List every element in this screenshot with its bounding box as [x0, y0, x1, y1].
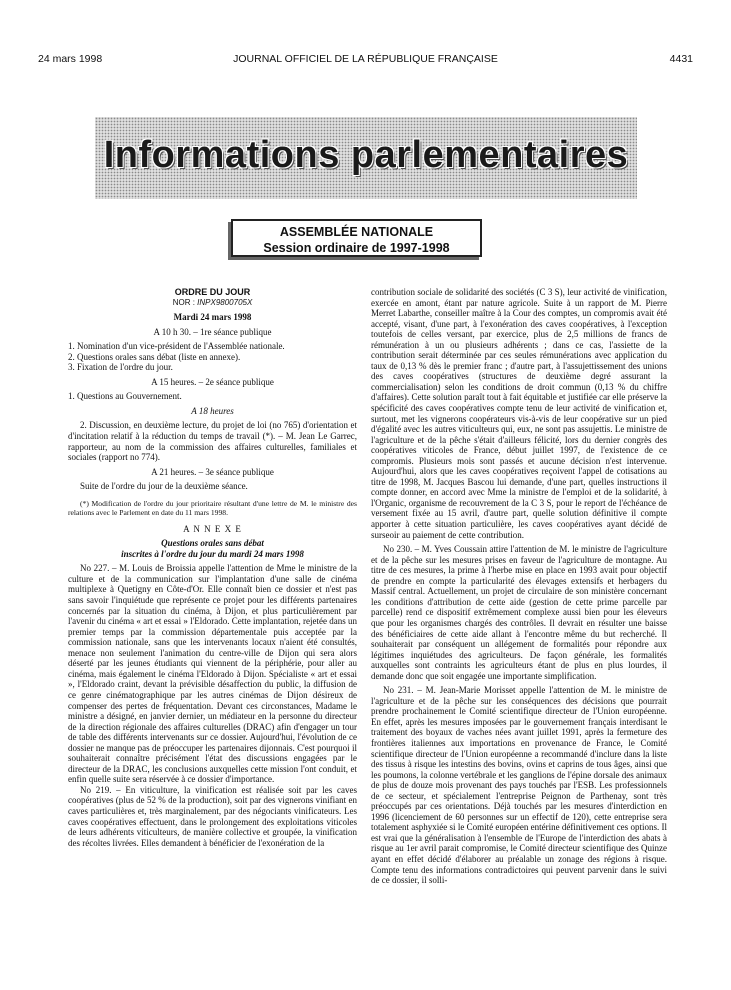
question-219: No 219. – En viticulture, la vinification est réalisée soit par les caves coopératives (plus de 52 % de la production), soit par des vignerons vinifiant en caves particulières et, très marginalement, par des négociants vinificateurs. Les caves coopératives effectuent, dans le prolongement des exploitations viticoles de leurs adhérents viticulteurs, de manière collective et groupée, la vinification des récoltes livrées. Elles demandent à bénéficier de l'exonération de la	[68, 784, 357, 848]
seance-2-heading: A 15 heures. – 2e séance publique	[151, 376, 274, 387]
page-header	[38, 53, 693, 67]
question-230: No 230. – M. Yves Coussain attire l'attention de M. le ministre de l'agriculture et de la pêche sur les mesures prises en faveur de l'agriculture de montagne. Au titre de ces mesures, la prime à l'herbe mise en place en 1993 avait pour objectif de prendre en compte la particularité des élevages extensifs et herbagers du Massif central. Actuellement, un projet de circulaire de son ministère concernant les conditions d'attribution de cette aide (gestion de cette prime parcelle par parcelle) rend ce dispositif extrêmement complexe aussi bien pour les éleveurs que pour les organismes chargés des contrôles. Il devrait en résulter une baisse des bénéficiaires de cette aide allant à l'encontre même du but recherché. Il souhaiterait par conséquent un allégement de formalités pour répondre aux légitimes inquiétudes des agriculteurs. De façon générale, les formalités auxquelles sont contraints les agriculteurs étant de plus en plus lourdes, il demande donc que soit engagée une importante simplification.	[371, 544, 667, 681]
annexe-heading: A N N E X E	[183, 523, 242, 534]
assembly-box	[231, 219, 482, 257]
seance-3-heading: A 21 heures. – 3e séance publique	[151, 466, 274, 477]
header-journal-title: JOURNAL OFFICIEL DE LA RÉPUBLIQUE FRANÇAISE	[233, 53, 498, 65]
question-227: No 227. – M. Louis de Broissia appelle l'attention de Mme le ministre de la culture et de la communication sur l'implantation d'une salle de cinéma multiplexe à Quetigny en Côte-d'Or. Elle connaît bien ce dossier et n'est pas sans savoir l'inquiétude que représente ce projet pour les différents partenaires concernés par la situation du cinéma, à Dijon, et plus particulièrement par l'avenir du cinéma « art et essai » l'Eldorado. Cette implantation, rejetée dans un premier temps par la commission départementale puis acceptée par la commission nationale, sans que les intervenants locaux n'aient été consultés, menace non seulement l'animation du centre-ville de Dijon qui sera alors déserté par les jeunes étudiants qui viennent de la périphérie, pour aller au cinéma, mais également le cinéma l'Eldorado à Dijon. Spécialiste « art et essai », l'Eldorado craint, devant la prévisible désaffection du public, la diffusion de ce genre cinématographique par les autres cinémas de Dijon désireux de compenser des pertes de fréquentation. Devant ces circonstances, Madame le ministre a désigné, en janvier dernier, un médiateur en la personne du directeur de la direction régionale des affaires culturelles (DRAC) afin d'engager un tour de table des différents intervenants sur ce dossier. Aujourd'hui, l'évolution de ce dossier ne manque pas de préoccuper les partenaires dijonnais. C'est pourquoi il souhaiterait connaître précisément l'état des discussions engagées par le directeur de la DRAC, les conclusions auxquelles cette mission l'ont conduit, et enfin quelle suite sera réservée à ce dossier d'importance.	[68, 563, 357, 785]
assembly-name: ASSEMBLÉE NATIONALE	[279, 225, 434, 239]
questions-subtitle: inscrites à l'ordre du jour du mardi 24 mars 1998	[121, 548, 304, 559]
seance-1-item: 2. Questions orales sans débat (liste en annexe).	[68, 351, 241, 362]
left-column	[68, 287, 357, 848]
right-column	[371, 287, 667, 886]
discussion-item: 2. Discussion, en deuxième lecture, du projet de loi (no 765) d'orientation et d'incitation relatif à la réduction du temps de travail (*). – M. Jean Le Garrec, rapporteur, au nom de la commission des affaires culturelles, familiales et sociales (rapport no 774).	[68, 420, 357, 463]
question-219-continued: contribution sociale de solidarité des sociétés (C 3 S), leur activité de vinification, exercée en amont, étant par nature agricole. Suite à un rapport de M. Pierre Merret Labarthe, conseiller maître à la Cour des comptes, un compromis avait été accepté, visant, d'une part, à l'exonération des caves coopératives, à l'exception toutefois de celles versant, par exercice, plus de 2,5 millions de francs de rémunération à un ou plusieurs adhérents ; dans ce cas, l'assiette de la contribution serait déterminée par ces seules rémunérations avec application du taux de 0,13 % dès le premier franc ; d'autre part, à l'assujettissement des unions des caves coopératives (structures de deuxième degré assurant la commercialisation) selon les conditions de droit commun (0,13 % du chiffre d'affaires). Cette solution paraît tout à fait équitable et justifiée car elle préserve la spécificité des caves coopératives compte tenu de leur activité de vinification et, surtout, met les vignerons coopérateurs vis-à-vis de leur coopérative sur un pied d'égalité avec les autres viticulteurs qui, eux, ne sont pas assujettis. Le ministre de l'agriculture et de la pêche s'était d'ailleurs félicité, lors du dernier congrès des coopératives viticoles de France, début juillet 1997, de l'existence de ce compromis. Plusieurs mois sont passés et aucune décision n'est intervenue. Aujourd'hui, alors que les caves coopératives reçoivent l'appel de cotisations au titre de 1998, M. Jacques Bascou lui demande, d'une part, quelles instructions il compte donner, en accord avec Mme la ministre de l'emploi et de la solidarité, à l'Organic, organisme de recouvrement de la C 3 S, pour le report de l'échéance de versement fixée au 15 avril, d'autre part, quelle solution définitive il compte apporter à cette situation particulière, les caves coopératives ayant décidé de surseoir au paiement de cette contribution.	[371, 287, 667, 540]
session-name: Session ordinaire de 1997-1998	[263, 241, 450, 255]
nor-line: NOR : INPX9800705X	[172, 297, 253, 307]
header-page-number: 4431	[669, 53, 693, 65]
seance-2-item: 1. Questions au Gouvernement.	[68, 391, 182, 402]
question-231: No 231. – M. Jean-Marie Morisset appelle l'attention de M. le ministre de l'agriculture et de la pêche sur les conséquences des décisions que pourrait prendre prochainement le Comité scientifique directeur de l'Union européenne. En effet, après les mesures imposées par le gouvernement français interdisant le traitement des boyaux de vaches nées avant juillet 1991, après la fermeture des frontières italiennes aux importations en provenance de France, le Comité scientifique directeur de l'Union européenne a recommandé d'inclure dans la liste des tissus à risque les intestins des bovins, ovins et caprins de tous âges, ainsi que les poumons, la colonne vertébrale et les ganglions de l'épine dorsale des animaux de plus de douze mois provenant des pays touchés par l'ESB. Les professionnels de ce secteur, et spécialement l'entreprise Peignon de Parthenay, sont très préoccupés par ces orientations. Déjà touchés par les mesures d'interdiction en 1996 (licenciement de 60 personnes sur un effectif de 120), cette entreprise sera totalement asphyxiée si le Comité européen entérine définitivement ces options. Il est vrai que la généralisation à l'ensemble de l'Europe de l'interdiction des abats à risque au 1er avril parait compromise, le Comité directeur scientifique des Quinze ayant en effet décidé d'élaborer au préalable un zonage des régions à risque. Compte tenu des informations contradictoires qui peuvent parvenir dans le suivi de ce dossier, il solli-	[371, 685, 667, 886]
banner-title: Informations parlementaires	[103, 134, 629, 176]
seance-1-heading: A 10 h 30. – 1re séance publique	[153, 326, 272, 337]
seance-1-item: 1. Nomination d'un vice-président de l'Assemblée nationale.	[68, 341, 285, 352]
seance-1-item: 3. Fixation de l'ordre du jour.	[68, 362, 173, 373]
title-banner	[95, 117, 637, 199]
seance-3-text: Suite de l'ordre du jour de la deuxième séance.	[80, 481, 248, 492]
header-date: 24 mars 1998	[38, 53, 103, 65]
seance-2b-heading: A 18 heures	[191, 405, 234, 416]
ordre-title: ORDRE DU JOUR	[174, 287, 251, 297]
questions-title: Questions orales sans débat	[161, 538, 264, 549]
session-date: Mardi 24 mars 1998	[173, 312, 252, 323]
footnote: (*) Modification de l'ordre du jour prioritaire résultant d'une lettre de M. le ministre des relations avec le Parlement en date du 11 mars 1998.	[68, 498, 357, 517]
